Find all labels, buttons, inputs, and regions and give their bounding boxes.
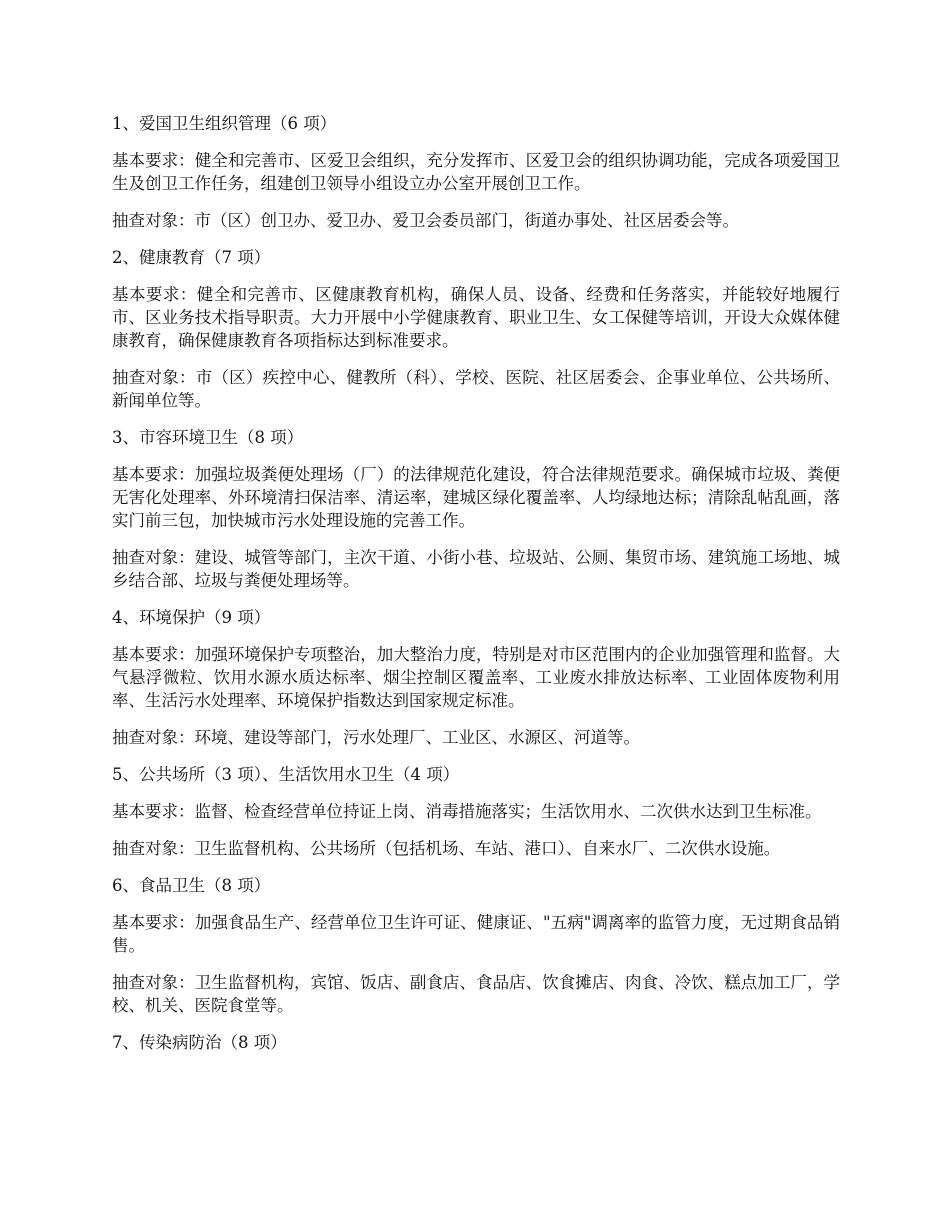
requirement-text: 基本要求：监督、检查经营单位持证上岗、消毒措施落实；生活饮用水、二次供水达到卫生标准。 bbox=[112, 802, 822, 821]
targets-text: 抽查对象：市（区）疾控中心、健教所（科）、学校、医院、社区居委会、企事业单位、公共场所、新闻单位等。 bbox=[112, 368, 840, 410]
section-7 bbox=[112, 1031, 840, 1054]
section-4 bbox=[112, 606, 840, 749]
targets-text: 抽查对象：建设、城管等部门，主次干道、小街小巷、垃圾站、公厕、集贸市场、建筑施工场地、城乡结合部、垃圾与粪便处理场等。 bbox=[112, 548, 840, 590]
targets-text: 抽查对象：环境、建设等部门，污水处理厂、工业区、水源区、河道等。 bbox=[112, 728, 640, 747]
section-heading: 3、市容环境卫生（8 项） bbox=[112, 428, 304, 447]
section-5 bbox=[112, 763, 840, 860]
document-page bbox=[112, 112, 840, 1068]
section-6 bbox=[112, 874, 840, 1017]
requirement-text: 基本要求：健全和完善市、区爱卫会组织，充分发挥市、区爱卫会的组织协调功能，完成各项爱国卫生及创卫工作任务，组建创卫领导小组设立办公室开展创卫工作。 bbox=[112, 151, 840, 193]
requirement-text: 基本要求：加强食品生产、经营单位卫生许可证、健康证、"五病"调离率的监管力度，无过期食品销售。 bbox=[112, 913, 840, 955]
section-heading: 7、传染病防治（8 项） bbox=[112, 1033, 287, 1052]
section-heading: 6、食品卫生（8 项） bbox=[112, 876, 271, 895]
requirement-text: 基本要求：加强垃圾粪便处理场（厂）的法律规范化建设，符合法律规范要求。确保城市垃圾、粪便无害化处理率、外环境清扫保洁率、清运率，建城区绿化覆盖率、人均绿地达标；清除乱帖乱画，落实门前三包，加快城市污水处理设施的完善工作。 bbox=[112, 465, 840, 530]
requirement-text: 基本要求：加强环境保护专项整治，加大整治力度，特别是对市区范围内的企业加强管理和监督。大气悬浮微粒、饮用水源水质达标率、烟尘控制区覆盖率、工业废水排放达标率、工业固体废物利用率、生活污水处理率、环境保护指数达到国家规定标准。 bbox=[112, 645, 840, 710]
section-2 bbox=[112, 246, 840, 412]
section-heading: 4、环境保护（9 项） bbox=[112, 608, 271, 627]
targets-text: 抽查对象：卫生监督机构、公共场所（包括机场、车站、港口）、自来水厂、二次供水设施。 bbox=[112, 839, 781, 858]
section-heading: 1、爱国卫生组织管理（6 项） bbox=[112, 114, 337, 133]
section-1 bbox=[112, 112, 840, 232]
requirement-text: 基本要求：健全和完善市、区健康教育机构，确保人员、设备、经费和任务落实，并能较好地履行市、区业务技术指导职责。大力开展中小学健康教育、职业卫生、女工保健等培训，开设大众媒体健康教育，确保健康教育各项指标达到标准要求。 bbox=[112, 285, 840, 350]
section-heading: 5、公共场所（3 项）、生活饮用水卫生（4 项） bbox=[112, 765, 460, 784]
targets-text: 抽查对象：卫生监督机构，宾馆、饭店、副食店、食品店、饮食摊店、肉食、冷饮、糕点加工厂，学校、机关、医院食堂等。 bbox=[112, 973, 840, 1015]
section-3 bbox=[112, 426, 840, 592]
section-heading: 2、健康教育（7 项） bbox=[112, 248, 271, 267]
targets-text: 抽查对象：市（区）创卫办、爱卫办、爱卫会委员部门，街道办事处、社区居委会等。 bbox=[112, 211, 739, 230]
